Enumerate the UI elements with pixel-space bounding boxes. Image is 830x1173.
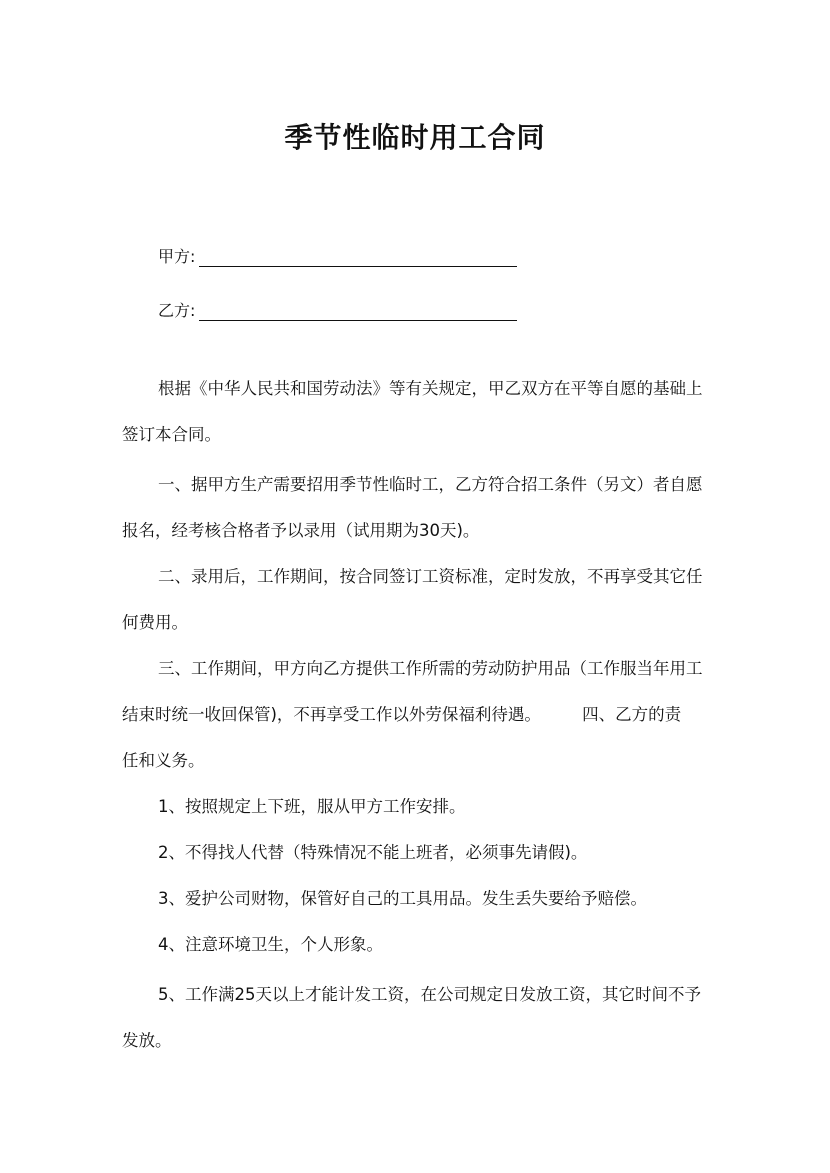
party-b-blank-line (199, 302, 517, 321)
party-a-field (158, 244, 517, 267)
party-a-blank-line (199, 248, 517, 267)
text-line: 二、录用后，工作期间，按合同签订工资标准，定时发放，不再享受其它任 (158, 567, 703, 586)
text-line: 4、注意环境卫生，个人形象。 (158, 935, 383, 954)
text-line: 2、不得找人代替（特殊情况不能上班者，必须事先请假)。 (158, 843, 588, 862)
paragraph-duty-5 (122, 972, 706, 1064)
text-line: 三、工作期间，甲方向乙方提供工作所需的劳动防护用品（工作服当年用工 (158, 659, 703, 678)
text-line: 5、工作满25天以上才能计发工资，在公司规定日发放工资，其它时间不予 (158, 985, 701, 1004)
text-line: 一、据甲方生产需要招用季节性临时工，乙方符合招工条件（另文）者自愿 (158, 475, 703, 494)
party-b-label: 乙方: (158, 301, 196, 320)
text-line: 3、爱护公司财物，保管好自己的工具用品。发生丢失要给予赔偿。 (158, 889, 647, 908)
paragraph-duty-3 (122, 876, 706, 922)
paragraph-preamble (122, 366, 706, 458)
paragraph-duty-1 (122, 784, 706, 830)
text-line: 结束时统一收回保管)，不再享受工作以外劳保福利待遇。 四、乙方的责 (122, 705, 682, 724)
paragraph-duty-2 (122, 830, 706, 876)
text-line: 签订本合同。 (122, 425, 221, 444)
text-line: 发放。 (122, 1031, 172, 1050)
party-a-label: 甲方: (158, 247, 196, 266)
paragraph-clause-2 (122, 554, 706, 646)
text-line: 1、按照规定上下班，服从甲方工作安排。 (158, 797, 466, 816)
paragraph-duty-4 (122, 922, 706, 968)
text-line: 任和义务。 (122, 751, 205, 770)
paragraph-clause-1 (122, 462, 706, 554)
contract-body (122, 366, 706, 1064)
text-line: 根据《中华人民共和国劳动法》等有关规定，甲乙双方在平等自愿的基础上 (158, 379, 703, 398)
document-title: 季节性临时用工合同 (284, 121, 546, 154)
text-line: 何费用。 (122, 613, 188, 632)
party-b-field (158, 298, 517, 321)
paragraph-clause-3 (122, 646, 706, 784)
text-line: 报名，经考核合格者予以录用（试用期为30天)。 (122, 521, 480, 540)
